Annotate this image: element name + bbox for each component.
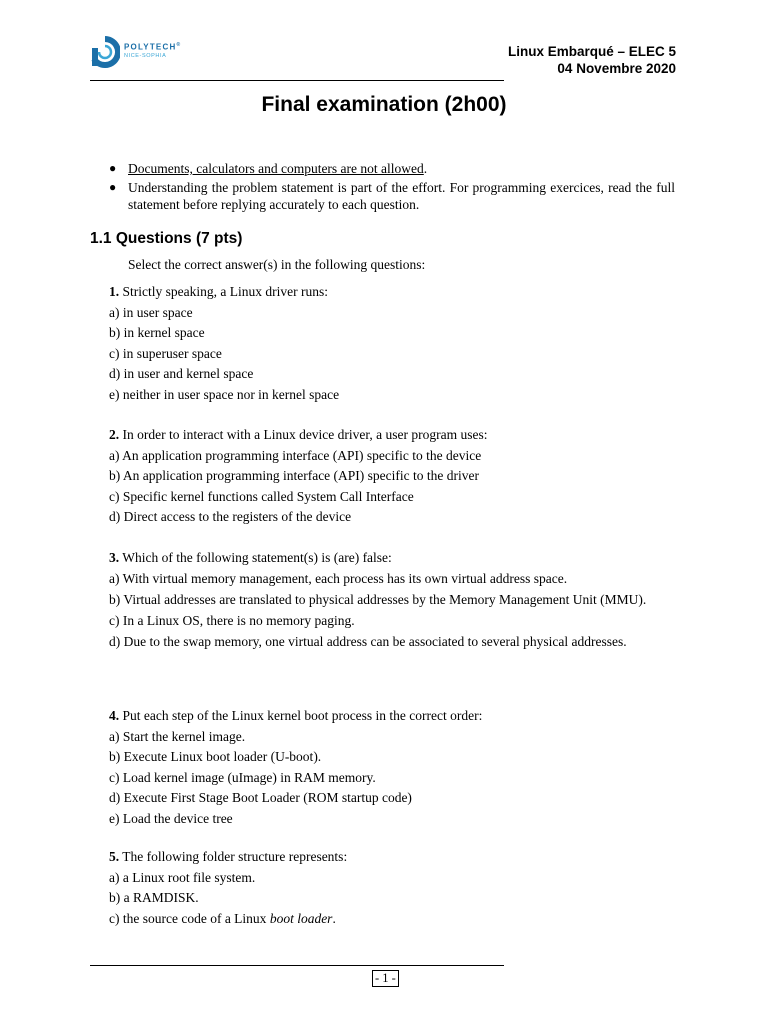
- question-4: [90, 706, 675, 829]
- question-number: 2.: [109, 427, 120, 442]
- question-stem: [90, 282, 675, 303]
- question-number: 3.: [109, 550, 120, 565]
- answer-option: b) An application programming interface (API) specific to the driver: [109, 468, 479, 483]
- answer-option: e) neither in user space nor in kernel space: [109, 386, 340, 402]
- question-number: 4.: [109, 708, 120, 723]
- rule-text: Documents, calculators and computers are not allowed: [128, 161, 424, 176]
- answer-option: a) An application programming interface (API) specific to the device: [109, 447, 482, 463]
- header-divider: [90, 80, 504, 81]
- course-name: Linux Embarqué – ELEC 5: [507, 44, 676, 59]
- option-c-suffix: .: [332, 910, 336, 926]
- answer-option: b) a RAMDISK.: [109, 890, 199, 905]
- question-text: The following folder structure represents:: [122, 849, 348, 864]
- answer-option: a) a Linux root file system.: [109, 869, 256, 885]
- answer-option: b) Virtual addresses are translated to physical addresses by the Memory Management Unit (MMU).: [109, 591, 647, 607]
- answer-option: d) in user and kernel space: [109, 366, 254, 381]
- section-heading: 1.1 Questions (7 pts): [90, 230, 243, 247]
- page-title: Final examination (2h00): [261, 93, 507, 116]
- bullet-icon: ●: [109, 161, 117, 175]
- question-stem: [90, 706, 675, 727]
- header-right: [508, 43, 676, 77]
- option-c-prefix: c) the source code of a Linux: [109, 910, 270, 926]
- question-text: Strictly speaking, a Linux driver runs:: [122, 284, 328, 299]
- answer-option: [90, 909, 675, 930]
- logo-trademark: ®: [176, 42, 182, 48]
- question-text: Which of the following statement(s) is (are) false:: [122, 550, 392, 565]
- answer-option: c) In a Linux OS, there is no memory paging.: [109, 612, 355, 628]
- rule-suffix: .: [423, 161, 428, 176]
- answer-option: c) Load kernel image (uImage) in RAM memory.: [109, 769, 376, 785]
- answer-option: d) Execute First Stage Boot Loader (ROM startup code): [109, 790, 412, 805]
- answer-option: a) Start the kernel image.: [109, 728, 246, 744]
- answer-option: c) Specific kernel functions called System Call Interface: [109, 488, 414, 504]
- rule-text: Understanding the problem statement is part of the effort. For programming exercices, read the full statement before replying accurately to each question.: [128, 180, 675, 212]
- rule-item: [107, 160, 675, 177]
- question-text: Put each step of the Linux kernel boot process in the correct order:: [122, 708, 483, 723]
- answer-option: a) in user space: [109, 304, 193, 320]
- page-number: - 1 -: [372, 970, 399, 987]
- answer-option: d) Due to the swap memory, one virtual address can be associated to several physical addresses.: [109, 633, 627, 649]
- bullet-icon: ●: [109, 180, 117, 194]
- answer-option: a) With virtual memory management, each process has its own virtual address space.: [109, 570, 568, 586]
- exam-date: 04 Novembre 2020: [557, 61, 676, 76]
- polytech-logo-icon: [90, 36, 120, 68]
- rule-item: [107, 179, 675, 213]
- question-stem: [90, 548, 675, 569]
- answer-option: b) Execute Linux boot loader (U-boot).: [109, 749, 322, 764]
- question-1: [90, 282, 675, 405]
- question-text: In order to interact with a Linux device driver, a user program uses:: [122, 427, 488, 442]
- answer-option: e) Load the device tree: [109, 810, 233, 826]
- answer-option: c) in superuser space: [109, 345, 222, 361]
- question-stem: [90, 847, 675, 868]
- footer-divider: [90, 965, 504, 966]
- logo-brand: POLYTECH®: [124, 42, 182, 52]
- question-number: 5.: [109, 849, 120, 864]
- question-3: [90, 548, 675, 654]
- answer-option: b) in kernel space: [109, 325, 205, 340]
- option-c-emphasis: boot loader: [269, 910, 333, 926]
- question-5: [90, 847, 675, 929]
- question-number: 1.: [109, 284, 120, 299]
- section-intro: Select the correct answer(s) in the following questions:: [128, 257, 426, 272]
- polytech-logo: [90, 36, 210, 70]
- question-stem: [90, 425, 675, 446]
- rules-list: [107, 160, 675, 215]
- question-2: [90, 425, 675, 528]
- answer-option: d) Direct access to the registers of the device: [109, 509, 352, 524]
- logo-subtitle: NICE-SOPHIA: [124, 53, 167, 59]
